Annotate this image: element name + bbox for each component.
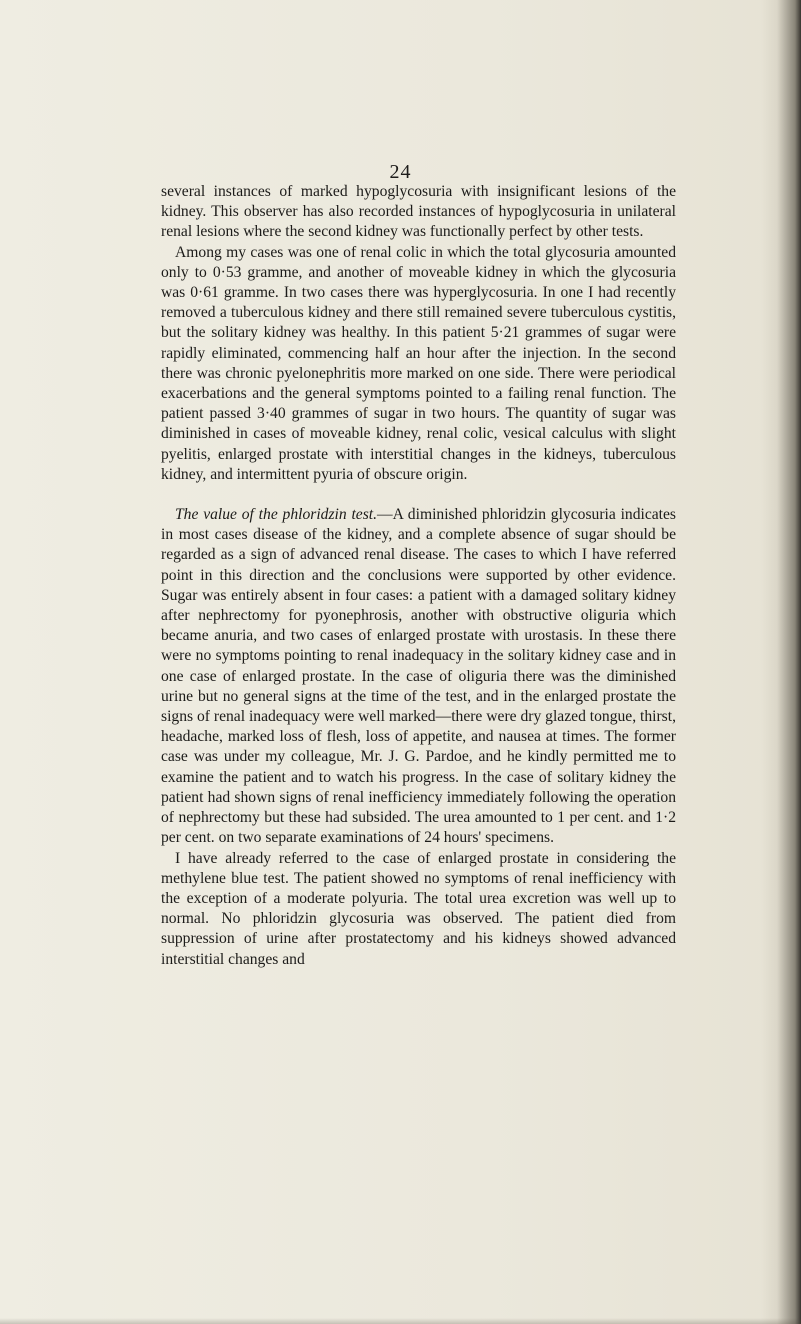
- paragraph-continuation: several instances of marked hypoglycosuria with insignificant lesions of the kidney. This observer has also recorded instances of hypoglycosuria in unilateral renal lesions where the second kidney was functionally perfect by other tests.: [161, 183, 676, 241]
- paragraph-cases: Among my cases was one of renal colic in which the total glycosuria amounted only to 0·53 gramme, and another of moveable kidney in which the glycosuria was 0·61 gramme. In two cases there was hyperglycosuria. In one I had recently removed a tuberculous kidney and there still remained severe tuberculous cystitis, but the solitary kidney was healthy. In this patient 5·21 grammes of sugar were rapidly eliminated, commencing half an hour after the injection. In the second there was chronic pyelonephritis more marked on one side. There were periodical exacerbations and the general symptoms pointed to a failing renal function. The patient passed 3·40 grammes of sugar in two hours. The quantity of sugar was diminished in cases of moveable kidney, renal colic, vesical calculus with slight pyelitis, enlarged prostate with interstitial changes in the kidneys, tuberculous kidney, and intermittent pyuria of obscure origin.: [161, 243, 676, 483]
- section-heading: The value of the phloridzin test.: [175, 506, 378, 524]
- paragraph-phloridzin-value: [161, 505, 676, 848]
- page-bottom-shadow: [0, 1318, 801, 1324]
- page-edge-shadow: [761, 0, 801, 1324]
- page-number: 24: [389, 161, 412, 183]
- section-body: —A diminished phloridzin glycosuria indicates in most cases disease of the kidney, and a complete absence of sugar should be regarded as a sign of advanced renal disease. The cases to which I have referred point in this direction and the conclusions were supported by other evidence. Sugar was entirely absent in four cases: a patient with a damaged solitary kidney after nephrectomy for pyonephrosis, another with obstructive oliguria which became anuria, and two cases of enlarged prostate with urostasis. In these there were no symptoms pointing to renal inadequacy in the solitary kidney case and in one case of enlarged prostate. In the case of oliguria there was the diminished urine but no general signs at the time of the test, and in the enlarged prostate the signs of renal inadequacy were well marked—there were dry glazed tongue, thirst, headache, marked loss of flesh, loss of appetite, and nausea at times. The former case was under my colleague, Mr. J. G. Pardoe, and he kindly permitted me to examine the patient and to watch his progress. In the case of solitary kidney the patient had shown signs of renal inefficiency immediately following the operation of nephrectomy but these had subsided. The urea amounted to 1 per cent. and 1·2 per cent. on two separate examinations of 24 hours' specimens.: [161, 506, 676, 847]
- body-text: [161, 182, 676, 970]
- paragraph-enlarged-prostate: I have already referred to the case of enlarged prostate in considering the methylene blue test. The patient showed no symptoms of renal inefficiency with the exception of a moderate polyuria. The total urea excretion was well up to normal. No phloridzin glycosuria was observed. The patient died from suppression of urine after prostatectomy and his kidneys showed advanced interstitial changes and: [161, 849, 676, 968]
